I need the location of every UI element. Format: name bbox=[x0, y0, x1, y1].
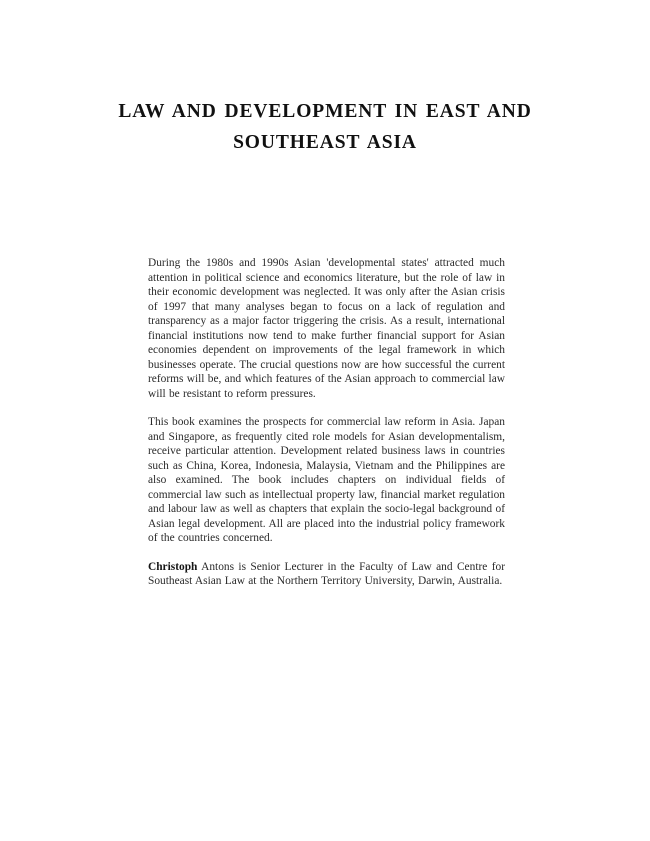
page-title bbox=[100, 96, 550, 158]
blurb-paragraph-2: This book examines the prospects for commercial law reform in Asia. Japan and Singapore, as frequently cited role models for Asian developmentalism, receive particular attention. Development related business laws in countries such as China, Korea, Indonesia, Malaysia, Vietnam and the Philippines are also examined. The book includes chapters on individual fields of commercial law such as intellectual property law, financial market regulation and labour law as well as chapters that explain the socio-legal background of Asian legal development. All are placed into the industrial policy framework of the countries concerned. bbox=[148, 416, 505, 544]
blurb-text-block bbox=[148, 256, 505, 589]
author-bio-text: Antons is Senior Lecturer in the Faculty of Law and Centre for Southeast Asian Law at the Northern Territory University, Darwin, Australia. bbox=[148, 560, 505, 587]
author-bio-paragraph bbox=[148, 560, 505, 589]
author-name: Christoph bbox=[148, 560, 198, 573]
title-line-1: LAW AND DEVELOPMENT IN EAST AND bbox=[118, 101, 532, 122]
title-line-2: SOUTHEAST ASIA bbox=[233, 132, 417, 153]
blurb-paragraph-1: During the 1980s and 1990s Asian 'developmental states' attracted much attention in political science and economics literature, but the role of law in their economic development was neglected. It was only after the Asian crisis of 1997 that many analyses began to focus on a lack of regulation and transparency as a major factor triggering the crisis. As a result, international financial institutions now tend to make further financial support for Asian economies dependent on improvements of the legal framework in which businesses operate. The crucial questions now are how successful the current reforms will be, and which features of the Asian approach to commercial law will be resistant to reform pressures. bbox=[148, 257, 505, 400]
